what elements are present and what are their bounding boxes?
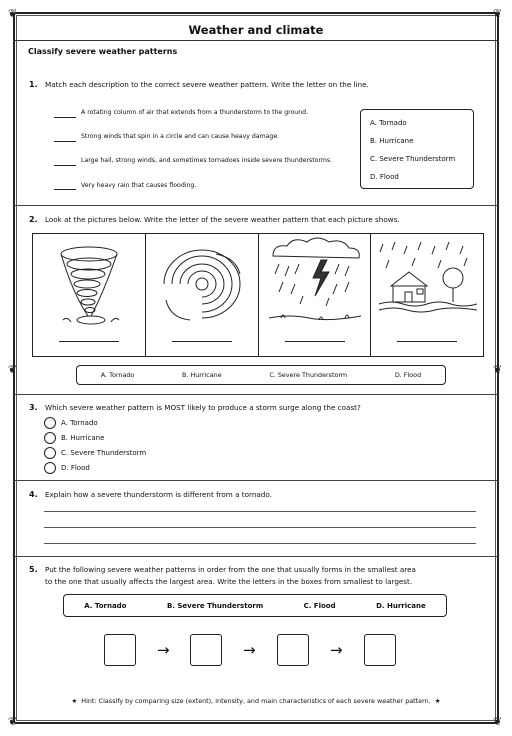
hint-line xyxy=(0,697,512,705)
q5-answer-box[interactable] xyxy=(190,634,222,666)
corner-flourish-icon: ❦ xyxy=(8,715,18,728)
q1-description-4: Very heavy rain that causes flooding. xyxy=(81,182,197,189)
side-flourish-icon: ❦ xyxy=(8,363,18,376)
q2-answer-line[interactable] xyxy=(172,341,232,342)
hurricane-icon xyxy=(146,234,259,358)
q5-item: C. Flood xyxy=(303,601,336,610)
q5-prompt-line2: to the one that usually affects the largest area. Write the letters in the boxes from smallest to largest. xyxy=(45,577,413,586)
q3-number: 3. xyxy=(29,403,38,412)
radio-circle-icon[interactable] xyxy=(44,462,56,474)
corner-flourish-icon: ❦ xyxy=(8,7,18,20)
q4-prompt: Explain how a severe thunderstorm is different from a tornado. xyxy=(45,490,272,499)
tornado-picture xyxy=(33,234,146,356)
section-divider xyxy=(14,556,498,557)
right-arrow-icon: → xyxy=(243,641,256,659)
q3-choice-label: D. Flood xyxy=(61,464,90,472)
section-divider xyxy=(14,205,498,206)
q5-answer-box[interactable] xyxy=(104,634,136,666)
q3-prompt: Which severe weather pattern is MOST likely to produce a storm surge along the coast? xyxy=(45,403,361,412)
q5-items-box xyxy=(63,594,447,617)
thunderstorm-icon xyxy=(259,234,372,358)
q5-item: B. Severe Thunderstorm xyxy=(166,601,264,610)
q3-choice-label: C. Severe Thunderstorm xyxy=(61,449,147,457)
q1-number: 1. xyxy=(29,80,38,89)
radio-circle-icon[interactable] xyxy=(44,417,56,429)
q3-choice[interactable] xyxy=(44,462,90,474)
q2-answer-line[interactable] xyxy=(397,341,457,342)
q1-option: A. Tornado xyxy=(370,119,407,127)
side-flourish-icon: ❦ xyxy=(493,363,503,376)
q2-number: 2. xyxy=(29,215,38,224)
q3-choice[interactable] xyxy=(44,432,104,444)
flood-picture xyxy=(371,234,483,356)
q2-answer-line[interactable] xyxy=(285,341,345,342)
q5-answer-box[interactable] xyxy=(364,634,396,666)
title-divider xyxy=(14,40,498,41)
corner-flourish-icon: ❦ xyxy=(493,715,503,728)
q5-number: 5. xyxy=(29,565,38,574)
q2-legend-item: B. Hurricane xyxy=(182,371,222,379)
q5-prompt-line1: Put the following severe weather patterns in order from the one that usually forms in the smallest area xyxy=(45,565,416,574)
q4-writing-line[interactable] xyxy=(44,527,476,528)
radio-circle-icon[interactable] xyxy=(44,432,56,444)
q3-choice[interactable] xyxy=(44,447,146,459)
star-icon: ★ xyxy=(434,697,441,705)
q5-item: D. Hurricane xyxy=(376,601,426,610)
page-subtitle: Classify severe weather patterns xyxy=(28,47,178,56)
hurricane-picture xyxy=(146,234,259,356)
q1-option: B. Hurricane xyxy=(370,137,414,145)
q1-answer-line-2[interactable] xyxy=(54,141,76,142)
q1-description-2: Strong winds that spin in a circle and can cause heavy damage. xyxy=(81,133,280,140)
q3-choice-label: A. Tornado xyxy=(61,419,98,427)
q1-options-box xyxy=(360,109,474,189)
q1-prompt: Match each description to the correct severe weather pattern. Write the letter on the line. xyxy=(45,80,369,89)
q1-option: D. Flood xyxy=(370,173,399,181)
star-icon: ★ xyxy=(71,697,78,705)
section-divider xyxy=(14,480,498,481)
q2-legend-item: D. Flood xyxy=(394,371,422,379)
q4-writing-line[interactable] xyxy=(44,543,476,544)
q2-legend xyxy=(76,365,446,385)
flood-icon xyxy=(371,234,484,358)
q1-answer-line-1[interactable] xyxy=(54,117,76,118)
page-title: Weather and climate xyxy=(188,23,324,37)
q1-answer-line-4[interactable] xyxy=(54,189,76,190)
q5-answer-box[interactable] xyxy=(277,634,309,666)
q1-description-3: Large hail, strong winds, and sometimes tornadoes inside severe thunderstorms. xyxy=(81,157,333,164)
q1-answer-line-3[interactable] xyxy=(54,165,76,166)
right-arrow-icon: → xyxy=(157,641,170,659)
q2-answer-line[interactable] xyxy=(59,341,119,342)
q2-prompt: Look at the pictures below. Write the letter of the severe weather pattern that each picture shows. xyxy=(45,215,400,224)
section-divider xyxy=(14,394,498,395)
q5-item: A. Tornado xyxy=(84,601,127,610)
q2-picture-panels xyxy=(32,233,484,357)
tornado-icon xyxy=(33,234,146,358)
right-arrow-icon: → xyxy=(330,641,343,659)
q4-number: 4. xyxy=(29,490,38,499)
q4-writing-line[interactable] xyxy=(44,511,476,512)
hint-text: Hint: Classify by comparing size (extent), intensity, and main characteristics of each severe weather pattern. xyxy=(81,697,431,705)
q1-option: C. Severe Thunderstorm xyxy=(370,155,456,163)
q2-legend-item: C. Severe Thunderstorm xyxy=(269,371,348,379)
q3-choice-label: B. Hurricane xyxy=(61,434,105,442)
thunderstorm-picture xyxy=(259,234,372,356)
corner-flourish-icon: ❦ xyxy=(493,7,503,20)
q3-choice[interactable] xyxy=(44,417,98,429)
q1-description-1: A rotating column of air that extends from a thunderstorm to the ground. xyxy=(81,109,309,116)
radio-circle-icon[interactable] xyxy=(44,447,56,459)
q2-legend-item: A. Tornado xyxy=(100,371,135,379)
